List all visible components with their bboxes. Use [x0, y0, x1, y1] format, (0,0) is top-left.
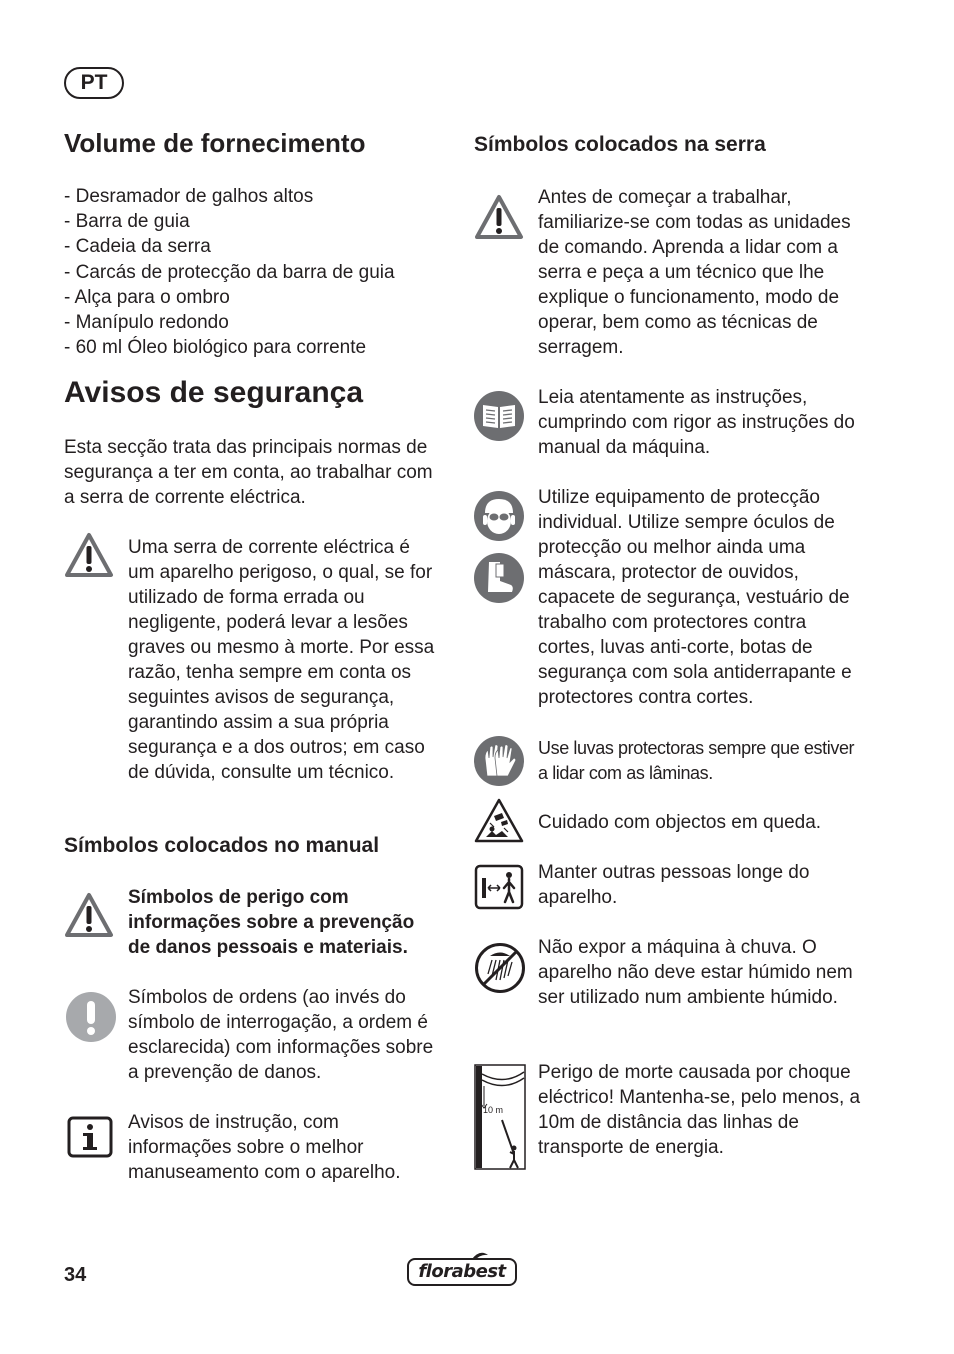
danger-symbol-text: Símbolos de perigo com informações sobre a prevenção de danos pessoais e materiais. [128, 887, 415, 958]
saw-symbol-text: Use luvas protectoras sempre que estiver a lidar com as lâminas. [538, 738, 855, 783]
list-item: - Cadeia da serra [64, 236, 211, 258]
gloves-icon [474, 736, 524, 786]
saw-symbol-text: Não expor a máquina à chuva. O aparelho não deve estar húmido nem ser utilizado num ambiente húmido. [538, 937, 853, 1008]
list-item: - Barra de guia [64, 211, 190, 233]
no-rain-icon [474, 942, 526, 994]
saw-symbol-text: Leia atentamente as instruções, cumprindo com rigor as instruções do manual da máquina. [538, 387, 855, 458]
brand-name: florabest [418, 1261, 506, 1282]
brand-logo [406, 1251, 518, 1287]
list-item: - Alça para o ombro [64, 286, 230, 308]
list-item: - Manípulo redondo [64, 312, 229, 334]
saw-symbol-text: Antes de começar a trabalhar, familiarize-se com todas as unidades de comando. Aprenda a lidar com a serra e peça a um técnico que lhe explique o funcionamento, modo de operar, bem como as técnicas de serragem. [538, 187, 851, 358]
list-item: - Carcás de protecção da barra de guia [64, 261, 395, 283]
distance-label: 10 m [483, 1105, 504, 1115]
keep-distance-icon [474, 864, 524, 910]
warning-triangle-icon [474, 194, 524, 240]
safety-title: Avisos de segurança [64, 376, 364, 409]
saw-symbol-text: Cuidado com objectos em queda. [538, 812, 822, 833]
power-line-icon [474, 1064, 526, 1170]
saw-symbol-text: Utilize equipamento de protecção individual. Utilize sempre óculos de protecção ou melhor ainda uma máscara, protector de ouvidos, capacete de segurança, vestuário de trabalho com protectores contra cortes, luvas anti-corte, botas de segurança com sola antiderrapante e protectores contra cortes. [538, 487, 852, 708]
language-badge: PT [64, 67, 124, 99]
saw-symbol-text: Manter outras pessoas longe do aparelho. [538, 862, 810, 908]
list-item: - 60 ml Óleo biológico para corrente [64, 337, 367, 359]
page-number: 34 [64, 1264, 87, 1286]
supply-list [64, 184, 444, 360]
list-item: - Desramador de galhos altos [64, 186, 314, 207]
manual-symbols-title: Símbolos colocados no manual [64, 834, 380, 857]
info-symbol-text: Avisos de instrução, com informações sobre o melhor manuseamento com o aparelho. [128, 1112, 401, 1183]
read-manual-icon [474, 391, 524, 441]
saw-symbol-text: Perigo de morte causada por choque eléctrico! Mantenha-se, pelo menos, a 10m de distância das linhas de transporte de energia. [538, 1062, 861, 1158]
info-icon [67, 1116, 113, 1158]
order-symbol-text: Símbolos de ordens (ao invés do símbolo de interrogação, a ordem é esclarecida) com informações sobre a prevenção de danos. [128, 987, 434, 1083]
safety-warning-text: Uma serra de corrente eléctrica é um aparelho perigoso, o qual, se for utilizado de forma errada ou negligente, poderá levar a lesões graves ou mesmo à morte. Por essa razão, tenha sempre em conta os seguintes avisos de segurança, garantindo assim a sua própria segurança e a dos outros; em caso de dúvida, consulte um técnico. [128, 537, 435, 783]
power-line-graphic [474, 1064, 526, 1170]
safety-boots-icon [474, 553, 524, 603]
warning-triangle-icon [64, 532, 114, 578]
protective-gear-icon [474, 491, 524, 541]
falling-objects-icon [474, 798, 524, 843]
supply-title: Volume de fornecimento [64, 128, 366, 158]
safety-intro: Esta secção trata das principais normas de segurança a ter em conta, ao trabalhar com a serra de corrente eléctrica. [64, 437, 433, 508]
warning-triangle-icon [64, 892, 114, 938]
saw-symbols-title: Símbolos colocados na serra [474, 133, 766, 156]
exclamation-icon [66, 992, 116, 1042]
